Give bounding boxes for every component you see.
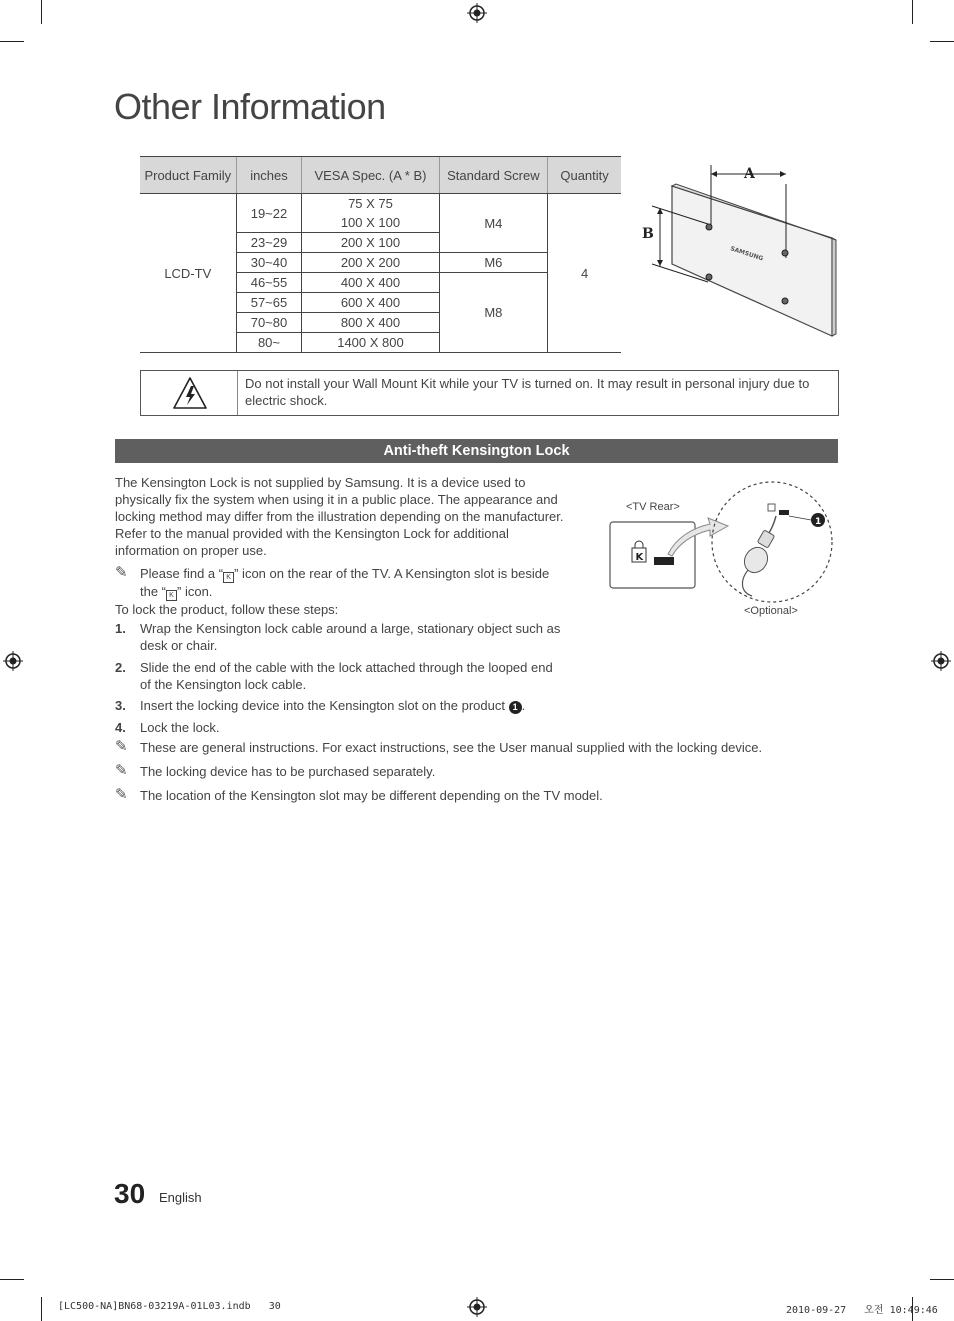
- intro-paragraph: The Kensington Lock is not supplied by Samsung. It is a device used to physically fix the system when using it in a public place. The appearance and locking method may differ from the illustration depending on the manufacturer. Refer to the manual provided with the Kensington Lock for additional information on proper use.: [115, 475, 564, 558]
- inches-cell: 30~40: [236, 253, 302, 273]
- inches-cell: 19~22: [236, 194, 302, 233]
- step-text: Lock the lock.: [140, 720, 220, 735]
- tv-wall-mount-diagram: [638, 160, 838, 340]
- crop-mark: [0, 41, 24, 42]
- note-text: ” icon.: [177, 584, 213, 599]
- note-text: The locking device has to be purchased separately.: [140, 764, 436, 779]
- warning-text: Do not install your Wall Mount Kit while your TV is turned on. It may result in personal injury due to electric shock.: [245, 376, 810, 408]
- inches-cell: 70~80: [236, 313, 302, 333]
- marker-1-icon: 1: [509, 701, 522, 714]
- electric-shock-warning-icon: [172, 376, 208, 410]
- step-number: 2.: [115, 660, 126, 675]
- table-header-row: [140, 157, 621, 194]
- vesa-cell: 400 X 400: [302, 273, 439, 293]
- registration-mark-icon: [467, 1297, 487, 1317]
- registration-mark-icon: [931, 651, 951, 671]
- note-text: These are general instructions. For exact instructions, see the User manual supplied with the locking device.: [140, 740, 763, 755]
- column-header: inches: [236, 157, 302, 194]
- optional-label: <Optional>: [744, 605, 798, 617]
- note-pencil-icon: ✎: [115, 762, 128, 779]
- step-item: 3. Insert the locking device into the Kensington slot on the product 1 .: [115, 698, 526, 713]
- vesa-cell: 200 X 200: [302, 253, 439, 273]
- table-row: [140, 194, 621, 214]
- vesa-cell: 600 X 400: [302, 293, 439, 313]
- inches-cell: 23~29: [236, 233, 302, 253]
- crop-mark: [41, 0, 42, 24]
- inches-cell: 46~55: [236, 273, 302, 293]
- tv-rear-label: <TV Rear>: [626, 501, 680, 513]
- kensington-k-icon: K: [223, 572, 234, 583]
- step-text: Slide the end of the cable with the lock attached through the looped end of the Kensington lock cable.: [140, 660, 553, 692]
- print-slug-file: [LC500-NA]BN68-03219A-01L03.indb 30: [58, 1301, 281, 1312]
- dimension-b-label: B: [642, 226, 654, 242]
- vesa-spec-table: [140, 156, 621, 353]
- registration-mark-icon: [467, 3, 487, 23]
- note-pencil-icon: ✎: [115, 786, 128, 803]
- step-item: [115, 620, 565, 654]
- screw-cell: M6: [439, 253, 548, 273]
- warning-box: [140, 370, 839, 416]
- page-language: English: [159, 1190, 202, 1205]
- note-pencil-icon: ✎: [115, 738, 128, 755]
- screw-cell: M4: [439, 194, 548, 253]
- kensington-k-icon: K: [635, 552, 644, 563]
- step-number: 3.: [115, 698, 126, 713]
- kensington-icon-note: [115, 565, 565, 601]
- crop-mark: [912, 0, 913, 24]
- inches-cell: 57~65: [236, 293, 302, 313]
- crop-mark: [930, 1279, 954, 1280]
- note-text: The location of the Kensington slot may be different depending on the TV model.: [140, 788, 603, 803]
- note-item: [115, 787, 835, 804]
- step-text: Wrap the Kensington lock cable around a large, stationary object such as desk or chair.: [140, 621, 561, 653]
- vesa-cell: 800 X 400: [302, 313, 439, 333]
- warning-icon-cell: [141, 371, 238, 415]
- step-text: Insert the locking device into the Kensington slot on the product: [140, 698, 505, 713]
- brand-logo: SAMSUNG: [729, 245, 764, 263]
- crop-mark: [41, 1297, 42, 1321]
- step-number: 1.: [115, 621, 126, 636]
- step-item: [115, 719, 565, 736]
- kensington-lock-diagram: [606, 476, 838, 606]
- vesa-cell: 75 X 75: [302, 194, 439, 214]
- product-family-cell: LCD-TV: [140, 194, 236, 353]
- note-text: Please find a “: [140, 566, 224, 581]
- note-pencil-icon: ✎: [115, 564, 128, 581]
- inches-cell: 80~: [236, 333, 302, 353]
- page-title: Other Information: [114, 86, 386, 127]
- print-slug-timestamp: 2010-09-27 오전 10:49:46: [786, 1305, 938, 1316]
- note-item: [115, 763, 835, 780]
- crop-mark: [930, 41, 954, 42]
- section-header: Anti-theft Kensington Lock: [115, 439, 838, 463]
- vesa-cell: 1400 X 800: [302, 333, 439, 353]
- vesa-cell: 200 X 100: [302, 233, 439, 253]
- steps-intro: To lock the product, follow these steps:: [115, 602, 339, 617]
- step-item: [115, 659, 565, 693]
- dimension-a-label: A: [744, 166, 755, 182]
- note-text: ” icon on the rear of the TV. A Kensington slot is beside the “: [140, 566, 550, 599]
- marker-1-icon: 1: [815, 517, 822, 527]
- column-header: Product Family: [140, 157, 236, 194]
- note-item: [115, 739, 835, 756]
- crop-mark: [0, 1279, 24, 1280]
- column-header: Standard Screw: [439, 157, 548, 194]
- page-number: 30: [114, 1178, 146, 1209]
- step-number: 4.: [115, 720, 126, 735]
- kensington-k-icon: K: [166, 590, 177, 601]
- quantity-cell: 4: [548, 194, 621, 353]
- column-header: VESA Spec. (A * B): [302, 157, 439, 194]
- screw-cell: M8: [439, 273, 548, 353]
- vesa-cell: 100 X 100: [302, 213, 439, 233]
- registration-mark-icon: [3, 651, 23, 671]
- column-header: Quantity: [548, 157, 621, 194]
